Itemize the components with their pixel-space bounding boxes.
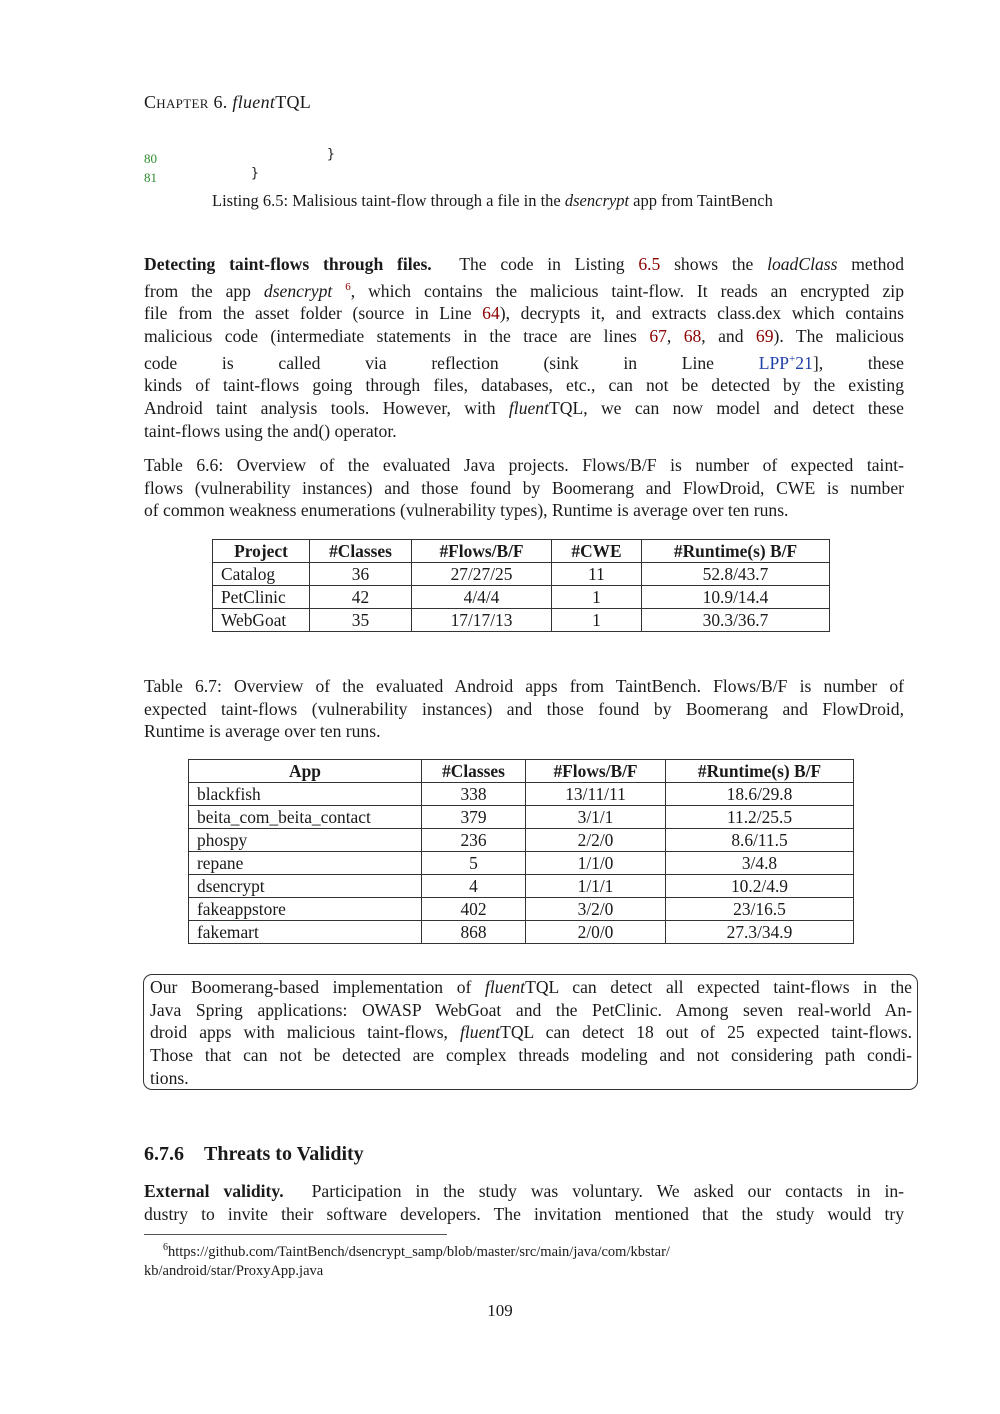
table-header-row bbox=[213, 540, 830, 563]
table-cell: 3/4.8 bbox=[666, 852, 854, 875]
table-cell: 3/1/1 bbox=[526, 806, 666, 829]
table-cell: 11 bbox=[552, 563, 642, 586]
caption-line: Table 6.7: Overview of the evaluated Android apps from TaintBench. Flows/B/F is number of bbox=[144, 676, 904, 696]
paragraph-line: code is called via reflection (sink in Line LPP+21], these bbox=[144, 352, 904, 373]
table-cell: 10.9/14.4 bbox=[642, 586, 830, 609]
table-cell: blackfish bbox=[189, 783, 422, 806]
table-row bbox=[189, 852, 854, 875]
summary-line: droid apps with malicious taint-flows, fluentTQL can detect 18 out of 25 expected taint-flows. bbox=[150, 1022, 912, 1043]
listing-ref-link[interactable]: 6.5 bbox=[638, 254, 661, 274]
section-number: 6.7.6 bbox=[144, 1143, 184, 1165]
paragraph-line: kinds of taint-flows going through files, databases, etc., can not be detected by the existing bbox=[144, 375, 904, 396]
table-cell: 236 bbox=[422, 829, 526, 852]
table-6-7-caption bbox=[144, 675, 904, 743]
paragraph-line: Detecting taint-flows through files. The code in Listing 6.5 shows the loadClass method bbox=[144, 254, 905, 274]
section-heading bbox=[144, 1143, 364, 1166]
table-cell: 17/17/13 bbox=[412, 609, 552, 632]
footnote-line[interactable]: kb/android/star/ProxyApp.java bbox=[144, 1262, 324, 1279]
column-header: Project bbox=[213, 540, 310, 563]
table-header-row bbox=[189, 760, 854, 783]
chapter-title-italic: fluent bbox=[232, 92, 276, 112]
listing-caption-italic: dsencrypt bbox=[564, 191, 630, 210]
summary-box-text bbox=[150, 976, 912, 1090]
table-cell: 27/27/25 bbox=[412, 563, 552, 586]
paragraph-detecting-taint-flows bbox=[144, 253, 904, 442]
footnote-rule bbox=[144, 1234, 447, 1235]
caption-line: Table 6.6: Overview of the evaluated Java projects. Flows/B/F is number of expected taint- bbox=[144, 455, 904, 475]
paragraph-line: Android taint analysis tools. However, with fluentTQL, we can now model and detect these bbox=[144, 397, 904, 418]
paragraph-external-validity bbox=[144, 1180, 904, 1225]
chapter-label: Chapter 6. bbox=[144, 92, 228, 112]
citation-link[interactable]: LPP+21 bbox=[758, 352, 813, 373]
run-in-heading: Detecting taint-flows through files. bbox=[144, 254, 432, 274]
table-cell: 1 bbox=[552, 586, 642, 609]
paragraph-line: External validity. Participation in the study was voluntary. We asked our contacts in in- bbox=[144, 1181, 904, 1201]
column-header: App bbox=[189, 760, 422, 783]
caption-line: Runtime is average over ten runs. bbox=[144, 721, 381, 742]
column-header: #Runtime(s) B/F bbox=[642, 540, 830, 563]
table-cell: 1 bbox=[552, 609, 642, 632]
listing-caption-text: Listing 6.5: Malisious taint-flow through a file in the bbox=[212, 191, 565, 210]
footnote-mark: 6 bbox=[163, 1242, 168, 1253]
summary-line: tions. bbox=[150, 1067, 189, 1088]
table-cell: 338 bbox=[422, 783, 526, 806]
table-cell: fakeappstore bbox=[189, 898, 422, 921]
table-6-7 bbox=[188, 759, 854, 944]
table-cell: PetClinic bbox=[213, 586, 310, 609]
footnote-url[interactable]: https://github.com/TaintBench/dsencrypt_samp/blob/master/src/main/java/com/kbstar/ bbox=[168, 1243, 670, 1260]
table-cell: 35 bbox=[310, 609, 412, 632]
table-cell: beita_com_beita_contact bbox=[189, 806, 422, 829]
table-cell: 4 bbox=[422, 875, 526, 898]
listing-code-81: } bbox=[251, 166, 259, 181]
listing-line-80 bbox=[144, 148, 157, 167]
table-row bbox=[213, 609, 830, 632]
paragraph-line: taint-flows using the and() operator. bbox=[144, 420, 397, 441]
table-cell: 1/1/0 bbox=[526, 852, 666, 875]
table-cell: 42 bbox=[310, 586, 412, 609]
table-cell: 1/1/1 bbox=[526, 875, 666, 898]
caption-line: of common weakness enumerations (vulnerability types), Runtime is average over ten runs. bbox=[144, 500, 789, 521]
summary-line: Our Boomerang-based implementation of fluentTQL can detect all expected taint-flows in the bbox=[150, 977, 912, 997]
table-cell: 52.8/43.7 bbox=[642, 563, 830, 586]
table-cell: 13/11/11 bbox=[526, 783, 666, 806]
chapter-title-rest: TQL bbox=[275, 92, 312, 112]
footnote-ref-link[interactable]: 6 bbox=[345, 280, 351, 293]
table-cell: 5 bbox=[422, 852, 526, 875]
table-row bbox=[189, 875, 854, 898]
line-ref-link[interactable]: 69 bbox=[755, 325, 774, 346]
table-row bbox=[189, 783, 854, 806]
table-cell: 2/2/0 bbox=[526, 829, 666, 852]
column-header: #Flows/B/F bbox=[412, 540, 552, 563]
listing-caption bbox=[212, 191, 773, 211]
running-head bbox=[144, 92, 311, 113]
table-cell: phospy bbox=[189, 829, 422, 852]
line-number: 81 bbox=[144, 170, 157, 185]
table-row bbox=[213, 586, 830, 609]
column-header: #CWE bbox=[552, 540, 642, 563]
column-header: #Classes bbox=[310, 540, 412, 563]
paragraph-line: malicious code (intermediate statements in the trace are lines 67, 68, and 69). The malicious bbox=[144, 325, 904, 346]
caption-line: expected taint-flows (vulnerability instances) and those found by Boomerang and FlowDroid, bbox=[144, 698, 904, 719]
table-cell: 3/2/0 bbox=[526, 898, 666, 921]
footnote bbox=[144, 1238, 904, 1281]
table-cell: WebGoat bbox=[213, 609, 310, 632]
table-cell: 27.3/34.9 bbox=[666, 921, 854, 944]
table-cell: 36 bbox=[310, 563, 412, 586]
page-number: 109 bbox=[487, 1301, 513, 1320]
table-cell: 23/16.5 bbox=[666, 898, 854, 921]
table-cell: 379 bbox=[422, 806, 526, 829]
summary-line: Java Spring applications: OWASP WebGoat and the PetClinic. Among seven real-world An- bbox=[150, 999, 912, 1020]
summary-line: Those that can not be detected are complex threads modeling and not considering path condi- bbox=[150, 1045, 912, 1066]
table-cell: fakemart bbox=[189, 921, 422, 944]
column-header: #Classes bbox=[422, 760, 526, 783]
table-row bbox=[189, 921, 854, 944]
run-in-heading: External validity. bbox=[144, 1181, 284, 1201]
table-cell: 11.2/25.5 bbox=[666, 806, 854, 829]
listing-code-80: } bbox=[327, 147, 335, 162]
table-row bbox=[189, 829, 854, 852]
table-cell: 2/0/0 bbox=[526, 921, 666, 944]
line-number: 80 bbox=[144, 151, 157, 166]
line-ref-link[interactable]: 68 bbox=[683, 325, 702, 346]
table-row bbox=[189, 806, 854, 829]
listing-caption-tail: app from TaintBench bbox=[629, 191, 773, 210]
section-title: Threats to Validity bbox=[204, 1143, 364, 1165]
listing-line-81 bbox=[144, 167, 157, 186]
table-cell: 8.6/11.5 bbox=[666, 829, 854, 852]
footnote-line bbox=[144, 1238, 904, 1262]
table-cell: 402 bbox=[422, 898, 526, 921]
line-ref-link[interactable]: 64 bbox=[482, 303, 500, 324]
paragraph-line: dustry to invite their software developers. The invitation mentioned that the study would try bbox=[144, 1203, 904, 1224]
table-6-6-caption bbox=[144, 454, 904, 522]
paragraph-line: file from the asset folder (source in Line 64), decrypts it, and extracts class.dex which contains bbox=[144, 303, 904, 324]
column-header: #Runtime(s) B/F bbox=[666, 760, 854, 783]
table-cell: 4/4/4 bbox=[412, 586, 552, 609]
column-header: #Flows/B/F bbox=[526, 760, 666, 783]
table-cell: 30.3/36.7 bbox=[642, 609, 830, 632]
table-cell: Catalog bbox=[213, 563, 310, 586]
caption-line: flows (vulnerability instances) and those found by Boomerang and FlowDroid, CWE is number bbox=[144, 477, 904, 498]
table-cell: repane bbox=[189, 852, 422, 875]
table-cell: dsencrypt bbox=[189, 875, 422, 898]
table-row bbox=[213, 563, 830, 586]
line-ref-link[interactable]: 67 bbox=[649, 325, 667, 346]
table-cell: 10.2/4.9 bbox=[666, 875, 854, 898]
table-cell: 868 bbox=[422, 921, 526, 944]
paragraph-line: from the app dsencrypt $^6$, which contains the malicious taint-flow. It reads an encrypted zip bbox=[144, 280, 904, 301]
table-cell: 18.6/29.8 bbox=[666, 783, 854, 806]
table-row bbox=[189, 898, 854, 921]
table-6-6 bbox=[212, 539, 830, 632]
